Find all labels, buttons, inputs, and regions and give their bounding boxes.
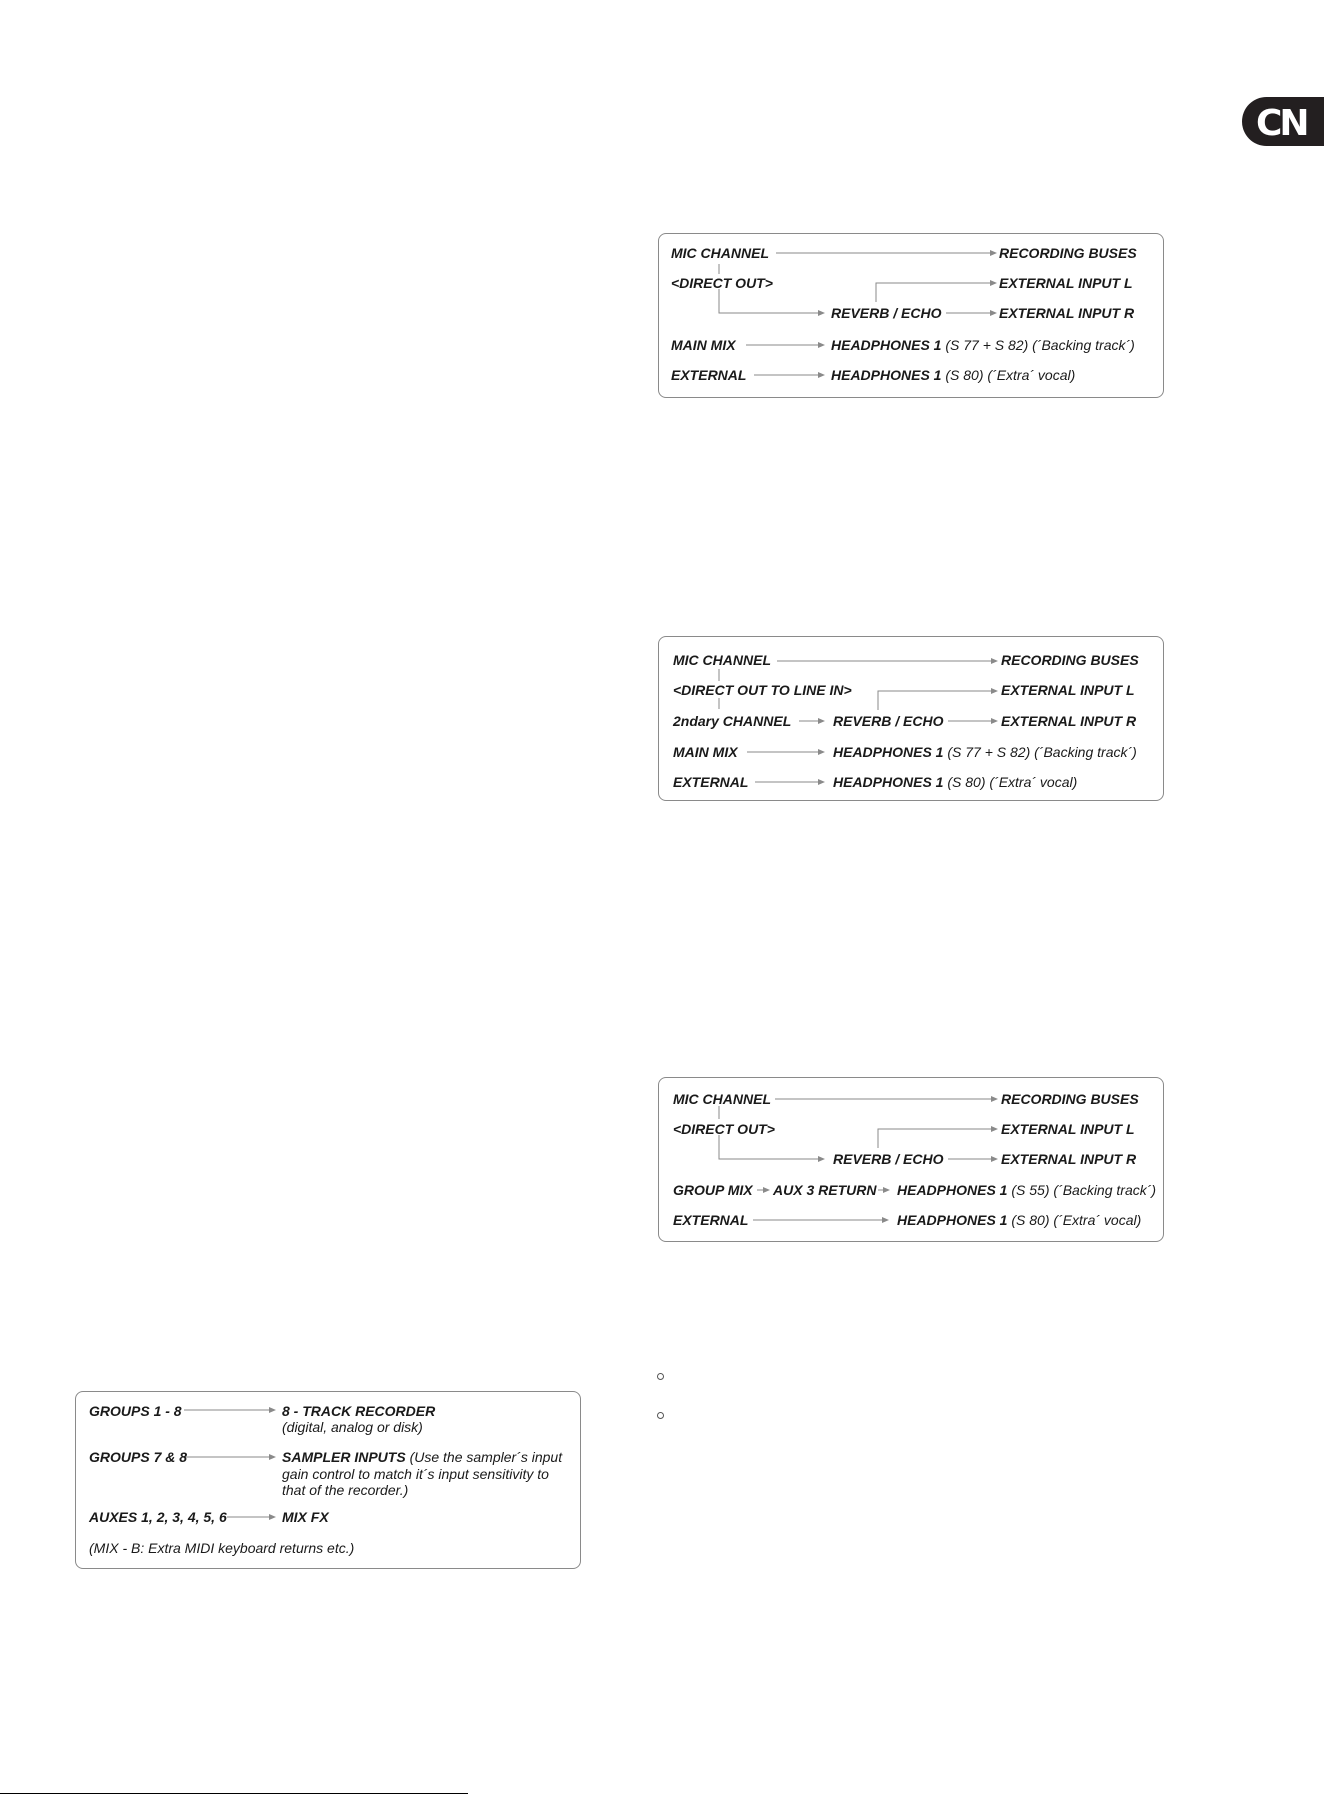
diagram-2-source-main-mix: MAIN MIX bbox=[673, 744, 738, 760]
diagram-4-source-groups-1-8: GROUPS 1 - 8 bbox=[89, 1403, 182, 1419]
diagram-1-target-headphones-backing: HEADPHONES 1 (S 77 + S 82) (´Backing track´) bbox=[831, 337, 1135, 353]
diagram-2-source-mic-channel: MIC CHANNEL bbox=[673, 652, 771, 668]
diagram-4-mix-b-note: (MIX - B: Extra MIDI keyboard returns etc.) bbox=[89, 1540, 355, 1556]
diagram-1-target-external-input-r: EXTERNAL INPUT R bbox=[999, 305, 1135, 321]
signal-flow-diagram-1 bbox=[658, 233, 1164, 398]
diagram-4-source-auxes: AUXES 1, 2, 3, 4, 5, 6 bbox=[89, 1509, 227, 1525]
diagram-4-target-8-track-recorder: 8 - TRACK RECORDER bbox=[282, 1403, 436, 1419]
diagram-3-source-direct-out: <DIRECT OUT> bbox=[673, 1121, 775, 1137]
diagram-2-target-headphones-vocal: HEADPHONES 1 (S 80) (´Extra´ vocal) bbox=[833, 774, 1078, 790]
bullet-marker bbox=[657, 1373, 664, 1380]
diagram-4-target-recorder-note: (digital, analog or disk) bbox=[282, 1419, 423, 1435]
diagram-3-aux-3-return: AUX 3 RETURN bbox=[773, 1182, 877, 1198]
language-tab-cn[interactable] bbox=[1242, 97, 1324, 146]
diagram-3-source-mic-channel: MIC CHANNEL bbox=[673, 1091, 771, 1107]
diagram-3-target-headphones-vocal: HEADPHONES 1 (S 80) (´Extra´ vocal) bbox=[897, 1212, 1142, 1228]
diagram-4-sampler-note-line-2: that of the recorder.) bbox=[282, 1482, 409, 1498]
diagram-3-target-headphones-backing: HEADPHONES 1 (S 55) (´Backing track´) bbox=[897, 1182, 1157, 1198]
diagram-2-source-external: EXTERNAL bbox=[673, 774, 749, 790]
diagram-3-target-external-input-r: EXTERNAL INPUT R bbox=[1001, 1151, 1137, 1167]
bullet-marker bbox=[657, 1412, 664, 1419]
diagram-4-sampler-note-line-1: gain control to match it´s input sensitivity to bbox=[282, 1466, 549, 1482]
diagram-3-source-external: EXTERNAL bbox=[673, 1212, 749, 1228]
diagram-3-target-external-input-l: EXTERNAL INPUT L bbox=[1001, 1121, 1135, 1137]
diagram-2-source-direct-out-to-line-in: <DIRECT OUT TO LINE IN> bbox=[673, 682, 852, 698]
diagram-2-source-2ndary-channel: 2ndary CHANNEL bbox=[673, 713, 792, 729]
diagram-1-target-recording-buses: RECORDING BUSES bbox=[999, 245, 1137, 261]
diagram-1-target-headphones-vocal: HEADPHONES 1 (S 80) (´Extra´ vocal) bbox=[831, 367, 1076, 383]
diagram-3-target-recording-buses: RECORDING BUSES bbox=[1001, 1091, 1139, 1107]
diagram-3-source-group-mix: GROUP MIX bbox=[673, 1182, 753, 1198]
diagram-1-reverb-echo: REVERB / ECHO bbox=[831, 305, 942, 321]
signal-flow-diagram-3 bbox=[658, 1077, 1164, 1242]
diagram-1-target-external-input-l: EXTERNAL INPUT L bbox=[999, 275, 1133, 291]
diagram-2-target-recording-buses: RECORDING BUSES bbox=[1001, 652, 1139, 668]
diagram-1-source-external: EXTERNAL bbox=[671, 367, 747, 383]
diagram-1-source-direct-out: <DIRECT OUT> bbox=[671, 275, 773, 291]
diagram-4-target-sampler-inputs: SAMPLER INPUTS (Use the sampler´s input bbox=[282, 1449, 563, 1465]
diagram-2-reverb-echo: REVERB / ECHO bbox=[833, 713, 944, 729]
language-tab-label: CN bbox=[1256, 103, 1307, 144]
diagram-2-target-external-input-l: EXTERNAL INPUT L bbox=[1001, 682, 1135, 698]
diagram-2-target-external-input-r: EXTERNAL INPUT R bbox=[1001, 713, 1137, 729]
diagram-1-source-mic-channel: MIC CHANNEL bbox=[671, 245, 769, 261]
signal-flow-diagram-4 bbox=[75, 1391, 581, 1569]
diagram-4-target-mix-fx: MIX FX bbox=[282, 1509, 329, 1525]
diagram-3-reverb-echo: REVERB / ECHO bbox=[833, 1151, 944, 1167]
diagram-1-source-main-mix: MAIN MIX bbox=[671, 337, 736, 353]
signal-flow-diagram-2 bbox=[658, 636, 1164, 801]
diagram-2-target-headphones-backing: HEADPHONES 1 (S 77 + S 82) (´Backing track´) bbox=[833, 744, 1137, 760]
page-bottom-rule bbox=[0, 1793, 468, 1794]
diagram-4-source-groups-7-8: GROUPS 7 & 8 bbox=[89, 1449, 188, 1465]
